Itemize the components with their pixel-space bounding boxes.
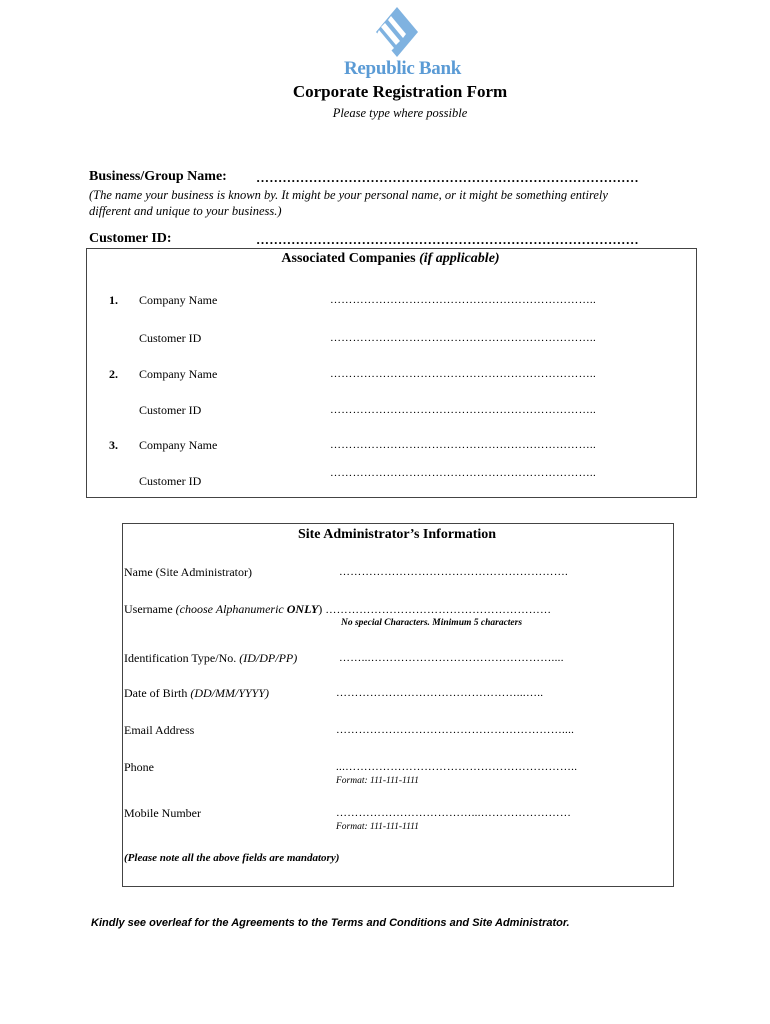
company-customer-id-label: Customer ID xyxy=(139,474,202,488)
company-customer-id-field[interactable]: …………………………………………………………….. xyxy=(330,332,596,344)
dob-field[interactable]: …………………………………………...….. xyxy=(336,687,544,699)
username-label-close: ) xyxy=(318,602,323,616)
dob-label-text: Date of Birth xyxy=(124,686,191,700)
company-number: 3. xyxy=(109,438,118,452)
dob-label-italic: (DD/MM/YYYY) xyxy=(190,686,270,700)
company-customer-id-label: Customer ID xyxy=(139,403,202,417)
username-label xyxy=(124,602,551,617)
site-admin-title: Site Administrator’s Information xyxy=(297,527,497,542)
username-label-italic: (choose Alphanumeric xyxy=(175,602,287,616)
company-name-label: Company Name xyxy=(139,438,218,452)
company-name-field[interactable]: …………………………………………………………….. xyxy=(330,294,596,306)
page-subtitle: Please type where possible xyxy=(332,106,468,120)
identification-label xyxy=(124,651,297,666)
company-name-label: Company Name xyxy=(139,367,218,381)
username-label-only: ONLY xyxy=(286,602,319,616)
company-number: 1. xyxy=(109,293,118,307)
username-field[interactable]: …………………………………………………… xyxy=(322,604,552,616)
phone-label: Phone xyxy=(124,760,154,774)
company-name-field[interactable]: …………………………………………………………….. xyxy=(330,439,596,451)
admin-name-field[interactable]: ……………………………………………………. xyxy=(339,566,569,578)
username-note: No special Characters. Minimum 5 characters xyxy=(341,618,523,628)
email-field[interactable]: …………………………………………………….... xyxy=(336,724,575,736)
username-label-text: Username xyxy=(124,602,176,616)
mobile-label: Mobile Number xyxy=(124,806,201,820)
customer-id-label: Customer ID: xyxy=(89,231,172,246)
footer-note: Kindly see overleaf for the Agreements to the Terms and Conditions and Site Administrator. xyxy=(91,917,570,929)
mobile-format: Format: 111-111-1111 xyxy=(336,822,419,832)
email-label: Email Address xyxy=(124,723,195,737)
company-customer-id-field[interactable]: …………………………………………………………….. xyxy=(330,404,596,416)
identification-label-text: Identification Type/No. xyxy=(124,651,240,665)
diamond-stripes-icon xyxy=(376,7,418,57)
associated-title-text: Associated Companies xyxy=(281,251,420,266)
business-note-line2: different and unique to your business.) xyxy=(89,204,282,218)
admin-name-label: Name (Site Administrator) xyxy=(124,565,252,579)
customer-id-field[interactable]: …………………………………………………………………………… xyxy=(256,232,639,247)
phone-format: Format: 111-111-1111 xyxy=(336,776,419,786)
business-name-field[interactable]: …………………………………………………………………………… xyxy=(256,170,639,185)
mandatory-note: (Please note all the above fields are mandatory) xyxy=(124,852,340,864)
company-name-label: Company Name xyxy=(139,293,218,307)
company-customer-id-label: Customer ID xyxy=(139,331,202,345)
page-title: Corporate Registration Form xyxy=(292,82,508,101)
phone-field[interactable]: ...…………………………………………………….. xyxy=(336,761,578,773)
company-name-field[interactable]: …………………………………………………………….. xyxy=(330,368,596,380)
business-note-line1: (The name your business is known by. It might be your personal name, or it might be something entirely xyxy=(89,188,608,202)
company-number: 2. xyxy=(109,367,118,381)
identification-field[interactable]: ……...………………………………………….... xyxy=(339,652,564,664)
business-name-label: Business/Group Name: xyxy=(89,169,227,184)
mobile-field[interactable]: ………………………………...…………………… xyxy=(336,807,572,819)
dob-label xyxy=(124,686,269,701)
associated-companies-title xyxy=(86,251,695,267)
company-customer-id-field[interactable]: …………………………………………………………….. xyxy=(330,467,596,479)
identification-label-italic: (ID/DP/PP) xyxy=(239,651,298,665)
bank-name: Republic Bank xyxy=(344,58,462,79)
associated-title-italic: (if applicable) xyxy=(419,251,500,266)
